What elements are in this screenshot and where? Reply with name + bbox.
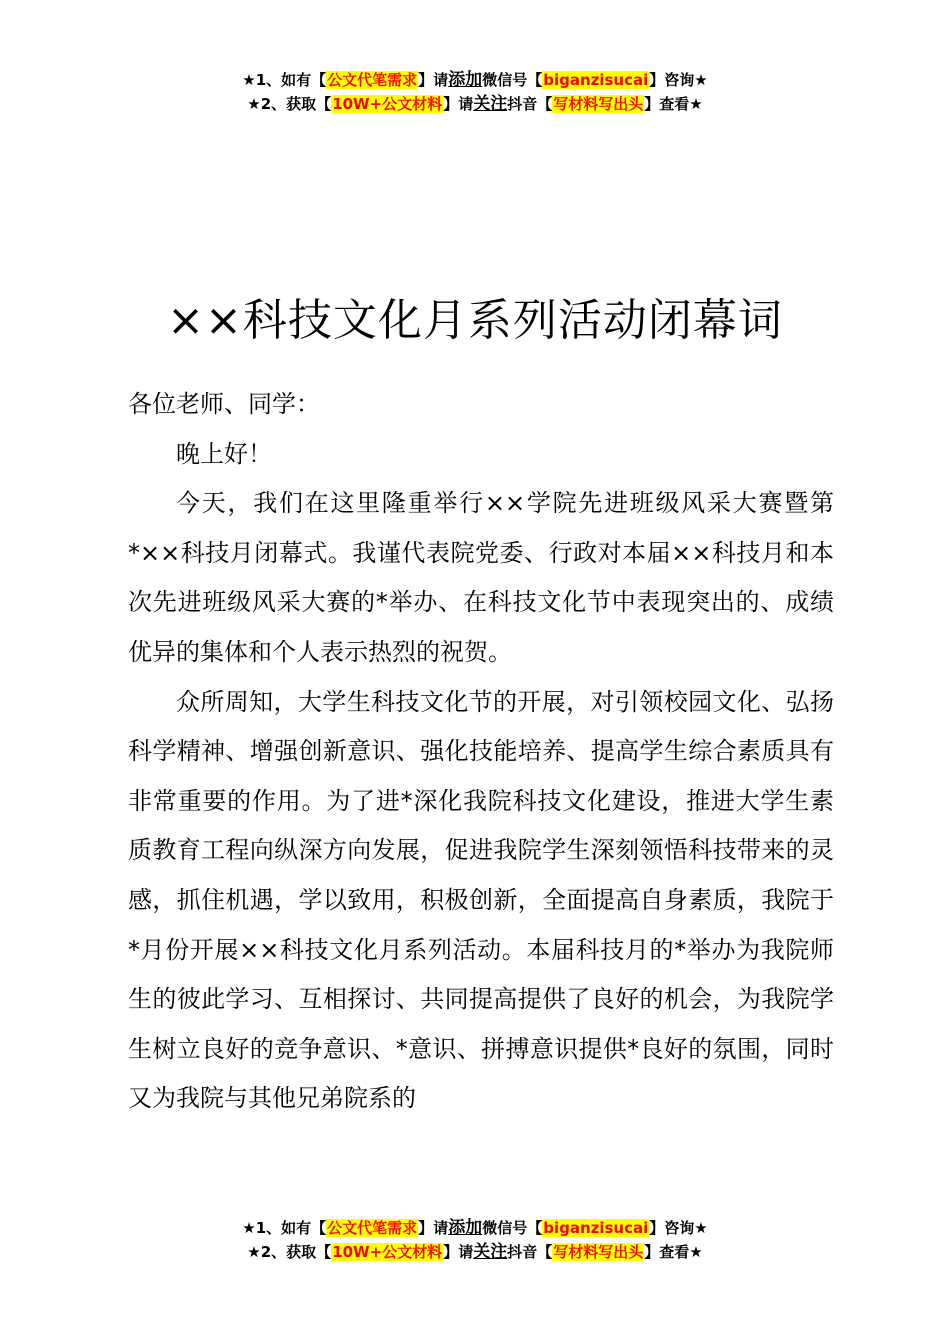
paragraph-opening: 今天，我们在这里隆重举行××学院先进班级风采大赛暨第*××科技月闭幕式。我谨代表院党委、行政对本届××科技月和本次先进班级风采大赛的*举办、在科技文化节中表现突出的、成绩优异的集体和个人表示热烈的祝贺。 [128,489,834,666]
highlight-materials: 10W+公文材料 [332,1243,443,1261]
highlight-douyin-account: 写材料写出头 [553,95,644,113]
footer-banner [0,1216,950,1264]
underlined-follow: 关注 [473,94,508,114]
underlined-add: 添加 [448,70,483,90]
paragraph-greeting: 晚上好！ [176,439,272,468]
document-body [128,380,834,1124]
highlight-materials: 10W+公文材料 [332,95,443,113]
highlight-service: 公文代笔需求 [327,1219,418,1237]
highlight-wechat-id: biganzisucai [543,71,649,89]
salutation: 各位老师、同学： [128,390,320,418]
banner-line-2: ★2、获取【10W+公文材料】请关注抖音【写材料写出头】查看★ [247,1242,703,1262]
document-title: ××科技文化月系列活动闭幕词 [167,295,783,347]
highlight-douyin-account: 写材料写出头 [553,1243,644,1261]
header-banner [0,68,950,116]
banner-line-1: ★1、如有【公文代笔需求】请添加微信号【biganzisucai】咨询★ [242,70,708,90]
paragraph-significance: 众所周知，大学生科技文化节的开展，对引领校园文化、弘扬科学精神、增强创新意识、强化技能培养、提高学生综合素质具有非常重要的作用。为了进*深化我院科技文化建设，推进大学生素质教育工程向纵深方向发展，促进我院学生深刻领悟科技带来的灵感，抓住机遇，学以致用，积极创新，全面提高自身素质，我院于*月份开展××科技文化月系列活动。本届科技月的*举办为我院师生的彼此学习、互相探讨、共同提高提供了良好的机会，为我院学生树立良好的竞争意识、*意识、拼搏意识提供*良好的氛围，同时又为我院与其他兄弟院系的 [128,687,834,1113]
banner-line-2: ★2、获取【10W+公文材料】请关注抖音【写材料写出头】查看★ [247,94,703,114]
banner-line-1: ★1、如有【公文代笔需求】请添加微信号【biganzisucai】咨询★ [242,1218,708,1238]
underlined-add: 添加 [448,1218,483,1238]
underlined-follow: 关注 [473,1242,508,1262]
highlight-service: 公文代笔需求 [327,71,418,89]
highlight-wechat-id: biganzisucai [543,1219,649,1237]
